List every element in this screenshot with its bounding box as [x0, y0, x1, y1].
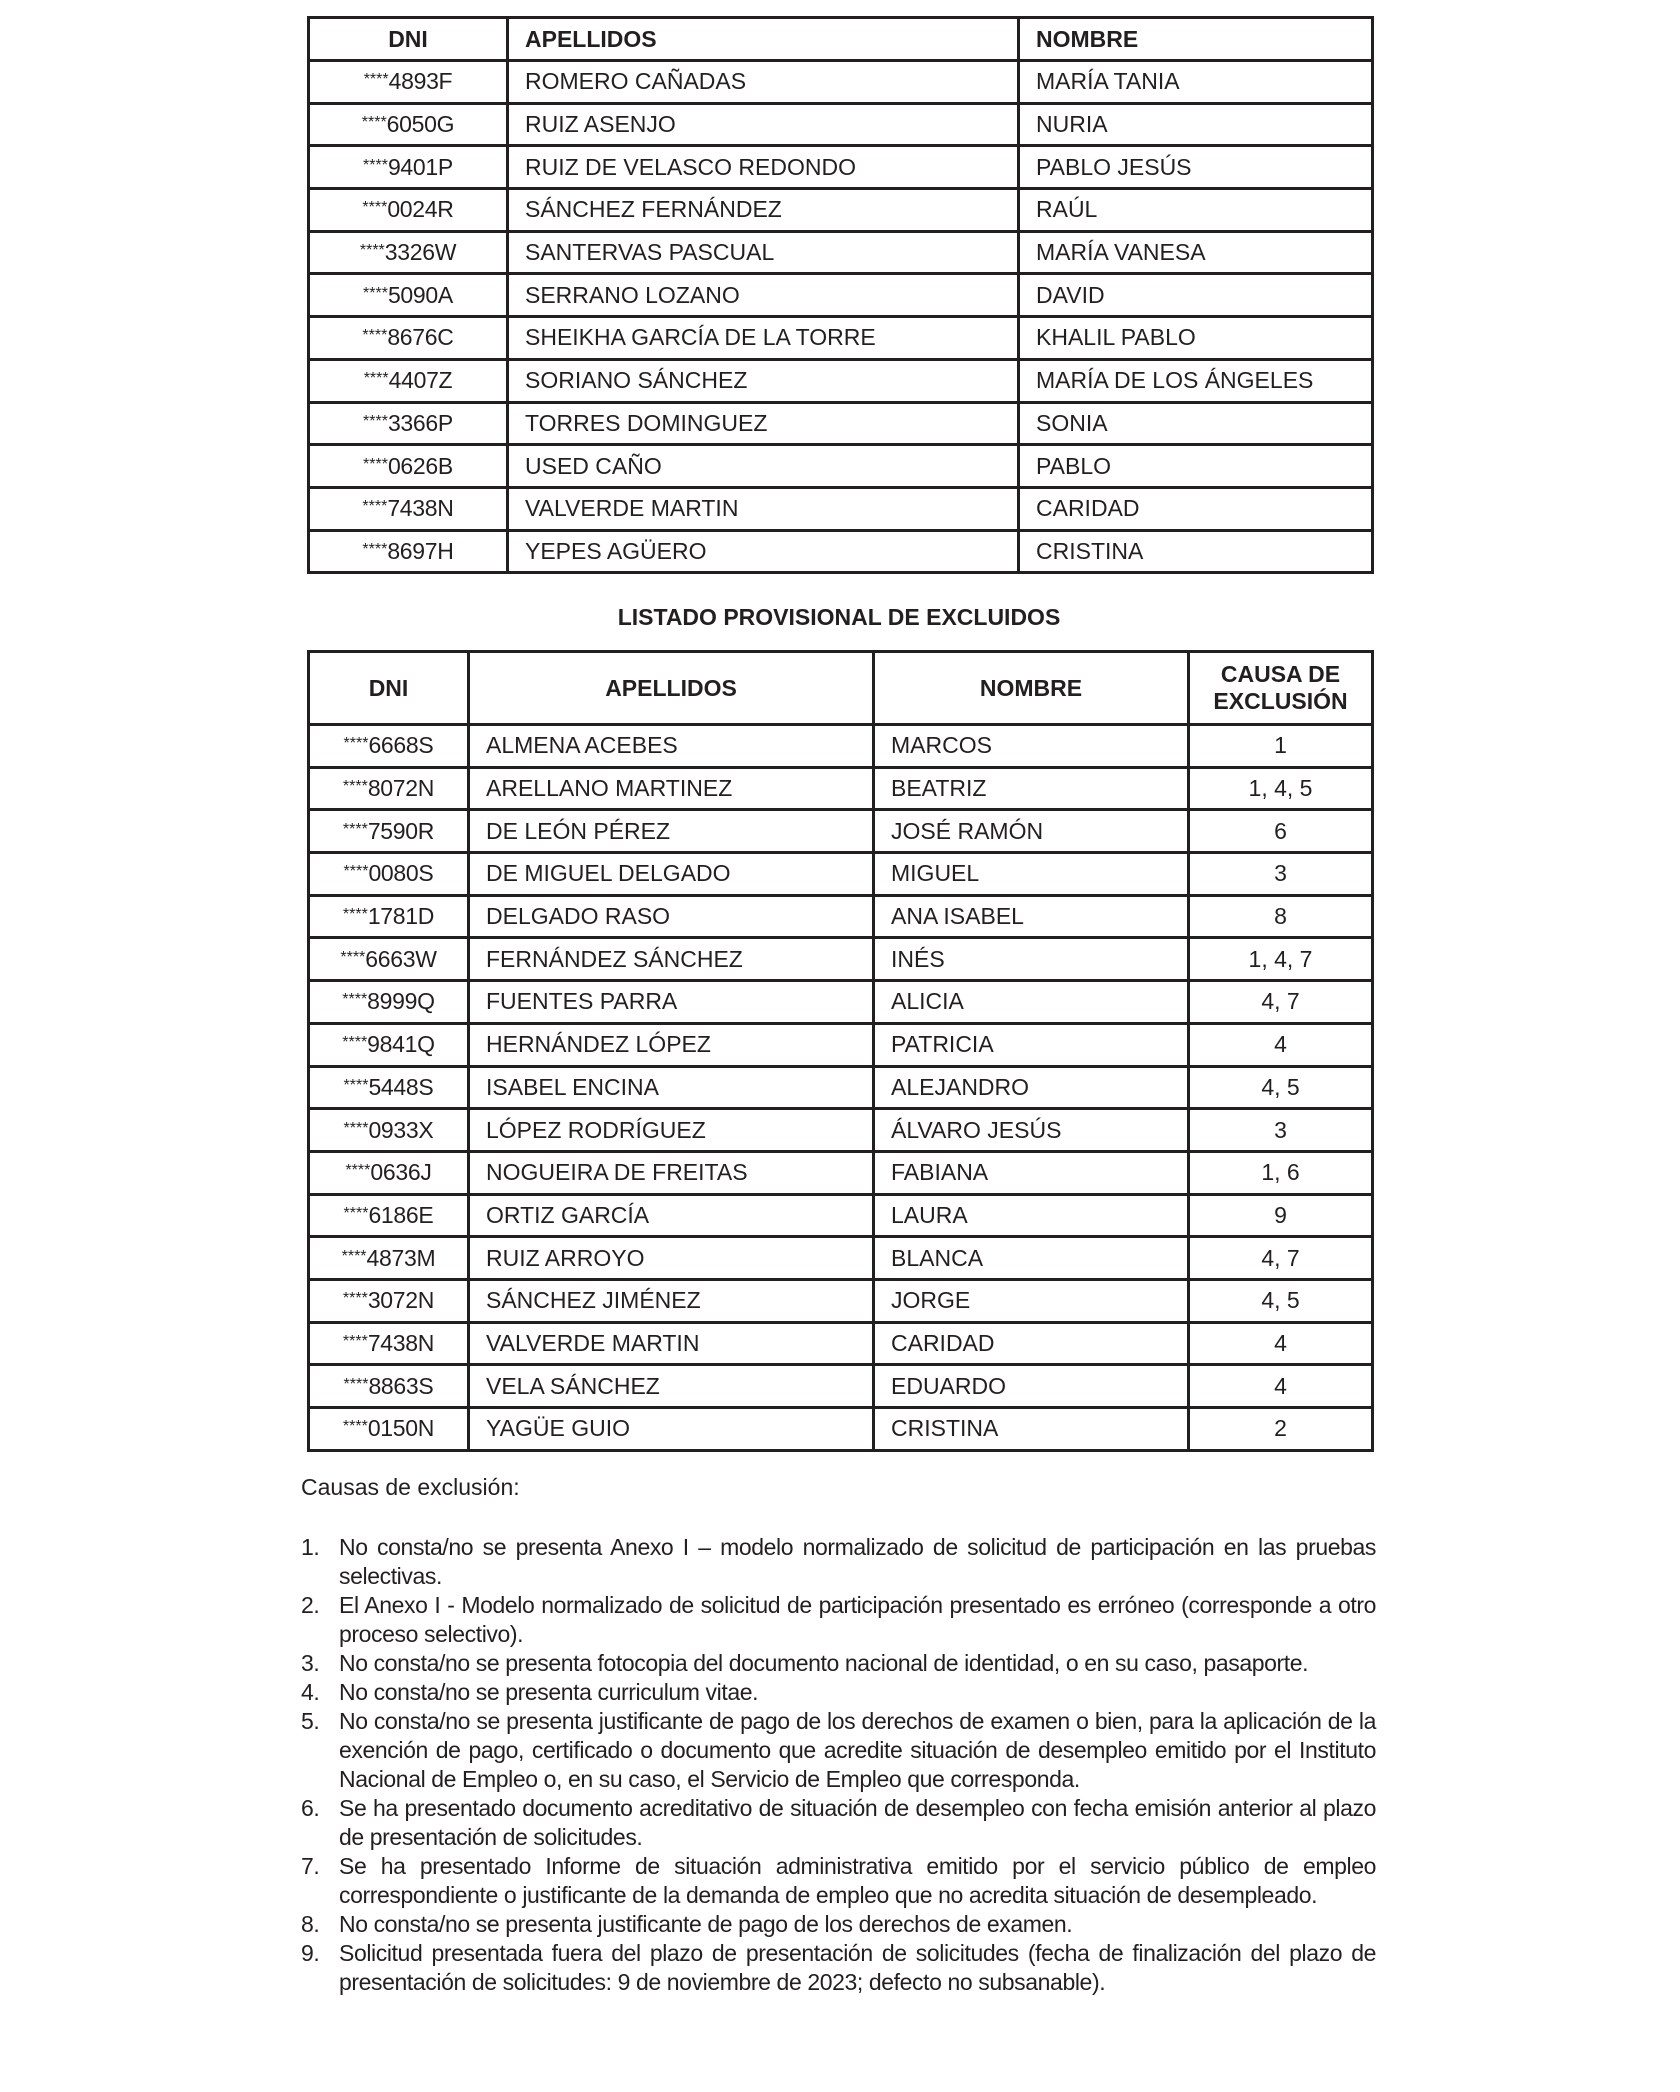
cell-apellidos: DELGADO RASO	[469, 895, 874, 938]
dni-visible-digits: 4873M	[366, 1244, 436, 1271]
cell-apellidos: YEPES AGÜERO	[508, 530, 1019, 573]
dni-mask: ****	[363, 412, 388, 430]
dni-visible-digits: 5448S	[368, 1073, 434, 1100]
causa-number: 2.	[301, 1592, 320, 1618]
cell-causa: 4, 5	[1189, 1066, 1373, 1109]
table-row	[309, 938, 1373, 981]
cell-apellidos: NOGUEIRA DE FREITAS	[469, 1151, 874, 1194]
dni-mask: ****	[341, 1247, 367, 1265]
header-apellidos: APELLIDOS	[508, 18, 1019, 61]
cell-nombre: KHALIL PABLO	[1019, 317, 1373, 360]
admitidos-table-body	[309, 61, 1373, 573]
cell-apellidos: LÓPEZ RODRÍGUEZ	[469, 1109, 874, 1152]
cell-causa: 2	[1189, 1408, 1373, 1451]
causa-text: No consta/no se presenta Anexo I – modelo normalizado de solicitud de participación en las pruebas selectivas.	[339, 1534, 1376, 1589]
cell-dni	[309, 1237, 469, 1280]
cell-apellidos: FERNÁNDEZ SÁNCHEZ	[469, 938, 874, 981]
dni-mask: ****	[363, 156, 388, 174]
dni-mask: ****	[342, 991, 368, 1009]
cell-dni	[309, 1322, 469, 1365]
cell-dni	[309, 189, 508, 232]
cell-apellidos: ALMENA ACEBES	[469, 725, 874, 768]
table-row	[309, 61, 1373, 104]
dni-visible-digits: 0024R	[387, 196, 454, 223]
dni-mask: ****	[363, 71, 389, 89]
cell-dni	[309, 938, 469, 981]
cell-apellidos: TORRES DOMINGUEZ	[508, 402, 1019, 445]
table-row	[309, 189, 1373, 232]
cell-nombre: MIGUEL	[874, 853, 1189, 896]
dni-visible-digits: 6050G	[386, 111, 455, 138]
dni-visible-digits: 8863S	[368, 1372, 434, 1399]
dni-visible-digits: 0080S	[368, 860, 434, 887]
causa-item	[301, 1649, 1376, 1678]
cell-dni	[309, 853, 469, 896]
causa-item	[301, 1939, 1376, 1997]
table-row	[309, 1279, 1373, 1322]
dni-visible-digits: 6186E	[368, 1201, 434, 1228]
dni-mask: ****	[361, 114, 387, 132]
dni-visible-digits: 8072N	[367, 775, 435, 802]
cell-apellidos: SANTERVAS PASCUAL	[508, 231, 1019, 274]
cell-apellidos: VELA SÁNCHEZ	[469, 1365, 874, 1408]
cell-causa: 8	[1189, 895, 1373, 938]
causa-text: Se ha presentado Informe de situación administrativa emitido por el servicio público de empleo correspondiente o justificante de la demanda de empleo que no acredita situación de desempleado.	[339, 1853, 1376, 1908]
dni-visible-digits: 7438N	[367, 1329, 435, 1356]
cell-nombre: DAVID	[1019, 274, 1373, 317]
cell-nombre: INÉS	[874, 938, 1189, 981]
dni-mask: ****	[343, 1119, 369, 1137]
cell-nombre: CRISTINA	[1019, 530, 1373, 573]
cell-apellidos: ARELLANO MARTINEZ	[469, 767, 874, 810]
cell-dni	[309, 359, 508, 402]
table-row	[309, 725, 1373, 768]
cell-nombre: JOSÉ RAMÓN	[874, 810, 1189, 853]
header-causa-line2: EXCLUSIÓN	[1213, 688, 1348, 714]
dni-mask: ****	[340, 948, 366, 966]
table-row	[309, 530, 1373, 573]
table-row	[309, 1194, 1373, 1237]
cell-nombre: BLANCA	[874, 1237, 1189, 1280]
cell-causa: 1	[1189, 725, 1373, 768]
cell-dni	[309, 146, 508, 189]
dni-mask: ****	[343, 863, 369, 881]
cell-dni	[309, 402, 508, 445]
dni-mask: ****	[342, 778, 368, 796]
header-causa-exclusion	[1189, 652, 1373, 725]
table-row	[309, 853, 1373, 896]
causa-number: 1.	[301, 1534, 320, 1560]
causa-text: No consta/no se presenta curriculum vitae.	[339, 1679, 759, 1705]
dni-visible-digits: 4407Z	[388, 367, 453, 394]
cell-apellidos: RUIZ ASENJO	[508, 103, 1019, 146]
table-row	[309, 1109, 1373, 1152]
dni-visible-digits: 8697H	[387, 537, 454, 564]
excluidos-title: LISTADO PROVISIONAL DE EXCLUIDOS	[617, 604, 1061, 630]
header-dni: DNI	[309, 652, 469, 725]
dni-mask: ****	[362, 498, 388, 516]
header-nombre: NOMBRE	[874, 652, 1189, 725]
cell-causa: 1, 4, 5	[1189, 767, 1373, 810]
cell-causa: 9	[1189, 1194, 1373, 1237]
table-header-row	[309, 652, 1373, 725]
dni-mask: ****	[343, 735, 369, 753]
excluidos-table	[307, 650, 1374, 1452]
table-row	[309, 359, 1373, 402]
dni-visible-digits: 3366P	[387, 409, 453, 436]
cell-causa: 4	[1189, 1322, 1373, 1365]
dni-visible-digits: 3072N	[367, 1287, 435, 1314]
header-apellidos: APELLIDOS	[469, 652, 874, 725]
table-row	[309, 1322, 1373, 1365]
cell-nombre: MARÍA DE LOS ÁNGELES	[1019, 359, 1373, 402]
cell-dni	[309, 1279, 469, 1322]
dni-mask: ****	[363, 455, 388, 473]
table-row	[309, 317, 1373, 360]
causa-text: No consta/no se presenta fotocopia del documento nacional de identidad, o en su caso, pasaporte.	[339, 1650, 1309, 1676]
causa-text: Se ha presentado documento acreditativo de situación de desempleo con fecha emisión anterior al plazo de presentación de solicitudes.	[339, 1795, 1376, 1850]
dni-visible-digits: 9401P	[387, 153, 453, 180]
dni-visible-digits: 7590R	[367, 817, 435, 844]
dni-mask: ****	[362, 199, 388, 217]
causa-item	[301, 1678, 1376, 1707]
cell-causa: 1, 6	[1189, 1151, 1373, 1194]
dni-visible-digits: 7438N	[387, 495, 454, 522]
dni-mask: ****	[343, 1204, 369, 1222]
cell-apellidos: SÁNCHEZ FERNÁNDEZ	[508, 189, 1019, 232]
table-row	[309, 1151, 1373, 1194]
cell-nombre: PABLO	[1019, 445, 1373, 488]
cell-nombre: MARCOS	[874, 725, 1189, 768]
cell-apellidos: VALVERDE MARTIN	[508, 487, 1019, 530]
cell-apellidos: SERRANO LOZANO	[508, 274, 1019, 317]
dni-mask: ****	[362, 327, 388, 345]
causa-number: 4.	[301, 1679, 320, 1705]
cell-apellidos: DE LEÓN PÉREZ	[469, 810, 874, 853]
cell-dni	[309, 445, 508, 488]
cell-apellidos: FUENTES PARRA	[469, 981, 874, 1024]
cell-dni	[309, 981, 469, 1024]
cell-dni	[309, 317, 508, 360]
dni-mask: ****	[342, 1034, 368, 1052]
table-row	[309, 810, 1373, 853]
cell-dni	[309, 1365, 469, 1408]
causas-list	[301, 1533, 1376, 1997]
cell-dni	[309, 1194, 469, 1237]
cell-apellidos: SORIANO SÁNCHEZ	[508, 359, 1019, 402]
cell-dni	[309, 61, 508, 104]
admitidos-table	[307, 16, 1374, 574]
cell-causa: 4, 7	[1189, 981, 1373, 1024]
table-row	[309, 445, 1373, 488]
table-row	[309, 767, 1373, 810]
cell-nombre: ALEJANDRO	[874, 1066, 1189, 1109]
cell-dni	[309, 1408, 469, 1451]
table-row	[309, 1408, 1373, 1451]
causa-number: 9.	[301, 1940, 320, 1966]
cell-nombre: BEATRIZ	[874, 767, 1189, 810]
cell-dni	[309, 725, 469, 768]
table-row	[309, 487, 1373, 530]
cell-causa: 3	[1189, 1109, 1373, 1152]
dni-visible-digits: 6668S	[368, 732, 434, 759]
cell-dni	[309, 767, 469, 810]
cell-causa: 3	[1189, 853, 1373, 896]
cell-apellidos: SÁNCHEZ JIMÉNEZ	[469, 1279, 874, 1322]
causa-text: No consta/no se presenta justificante de pago de los derechos de examen.	[339, 1911, 1073, 1937]
causa-number: 7.	[301, 1853, 320, 1879]
header-nombre: NOMBRE	[1019, 18, 1373, 61]
dni-mask: ****	[342, 1332, 368, 1350]
dni-mask: ****	[342, 1418, 368, 1436]
causa-item	[301, 1852, 1376, 1910]
dni-mask: ****	[342, 906, 368, 924]
cell-dni	[309, 1151, 469, 1194]
dni-visible-digits: 8676C	[387, 324, 454, 351]
cell-nombre: ANA ISABEL	[874, 895, 1189, 938]
cell-dni	[309, 530, 508, 573]
dni-visible-digits: 9841Q	[367, 1031, 435, 1058]
cell-dni	[309, 1066, 469, 1109]
cell-apellidos: SHEIKHA GARCÍA DE LA TORRE	[508, 317, 1019, 360]
table-row	[309, 103, 1373, 146]
table-row	[309, 1066, 1373, 1109]
cell-dni	[309, 1023, 469, 1066]
dni-mask: ****	[362, 540, 388, 558]
cell-nombre: ÁLVARO JESÚS	[874, 1109, 1189, 1152]
cell-nombre: FABIANA	[874, 1151, 1189, 1194]
cell-nombre: EDUARDO	[874, 1365, 1189, 1408]
causa-text: Solicitud presentada fuera del plazo de presentación de solicitudes (fecha de finalización del plazo de presentación de solicitudes: 9 de noviembre de 2023; defecto no subsanable).	[339, 1940, 1376, 1995]
cell-apellidos: ISABEL ENCINA	[469, 1066, 874, 1109]
dni-visible-digits: 0933X	[368, 1116, 434, 1143]
table-header-row	[309, 18, 1373, 61]
cell-nombre: CARIDAD	[874, 1322, 1189, 1365]
cell-nombre: CRISTINA	[874, 1408, 1189, 1451]
cell-causa: 4, 5	[1189, 1279, 1373, 1322]
cell-nombre: CARIDAD	[1019, 487, 1373, 530]
cell-nombre: NURIA	[1019, 103, 1373, 146]
dni-visible-digits: 0636J	[370, 1159, 432, 1186]
causa-number: 3.	[301, 1650, 320, 1676]
dni-mask: ****	[343, 1375, 369, 1393]
dni-visible-digits: 0626B	[387, 452, 453, 479]
cell-nombre: MARÍA TANIA	[1019, 61, 1373, 104]
causa-item	[301, 1591, 1376, 1649]
table-row	[309, 1365, 1373, 1408]
cell-dni	[309, 487, 508, 530]
dni-visible-digits: 5090A	[387, 281, 453, 308]
cell-apellidos: DE MIGUEL DELGADO	[469, 853, 874, 896]
cell-causa: 1, 4, 7	[1189, 938, 1373, 981]
cell-apellidos: ROMERO CAÑADAS	[508, 61, 1019, 104]
cell-dni	[309, 274, 508, 317]
header-causa-line1: CAUSA DE	[1220, 661, 1341, 687]
dni-visible-digits: 8999Q	[367, 988, 435, 1015]
cell-dni	[309, 810, 469, 853]
dni-visible-digits: 4893F	[388, 68, 453, 95]
causa-number: 6.	[301, 1795, 320, 1821]
cell-dni	[309, 1109, 469, 1152]
causa-item	[301, 1794, 1376, 1852]
cell-apellidos: RUIZ ARROYO	[469, 1237, 874, 1280]
cell-causa: 4	[1189, 1023, 1373, 1066]
dni-mask: ****	[343, 1076, 369, 1094]
causa-text: El Anexo I - Modelo normalizado de solicitud de participación presentado es erróneo (corresponde a otro proceso selectivo).	[339, 1592, 1376, 1647]
header-dni: DNI	[309, 18, 508, 61]
cell-nombre: SONIA	[1019, 402, 1373, 445]
dni-mask: ****	[345, 1162, 371, 1180]
cell-apellidos: USED CAÑO	[508, 445, 1019, 488]
cell-nombre: RAÚL	[1019, 189, 1373, 232]
cell-dni	[309, 895, 469, 938]
cell-apellidos: VALVERDE MARTIN	[469, 1322, 874, 1365]
table-row	[309, 895, 1373, 938]
cell-dni	[309, 231, 508, 274]
dni-visible-digits: 6663W	[365, 945, 437, 972]
table-row	[309, 981, 1373, 1024]
cell-causa: 4, 7	[1189, 1237, 1373, 1280]
cell-apellidos: YAGÜE GUIO	[469, 1408, 874, 1451]
dni-mask: ****	[363, 284, 388, 302]
cell-apellidos: RUIZ DE VELASCO REDONDO	[508, 146, 1019, 189]
dni-visible-digits: 1781D	[367, 903, 435, 930]
excluidos-table-body	[309, 725, 1373, 1451]
table-row	[309, 146, 1373, 189]
cell-nombre: ALICIA	[874, 981, 1189, 1024]
dni-mask: ****	[342, 820, 368, 838]
table-row	[309, 1023, 1373, 1066]
cell-nombre: LAURA	[874, 1194, 1189, 1237]
causa-number: 5.	[301, 1708, 320, 1734]
cell-nombre: PATRICIA	[874, 1023, 1189, 1066]
cell-nombre: MARÍA VANESA	[1019, 231, 1373, 274]
causa-number: 8.	[301, 1911, 320, 1937]
causa-item	[301, 1707, 1376, 1794]
table-row	[309, 231, 1373, 274]
table-row	[309, 402, 1373, 445]
cell-apellidos: HERNÁNDEZ LÓPEZ	[469, 1023, 874, 1066]
dni-mask: ****	[363, 370, 389, 388]
dni-mask: ****	[342, 1290, 368, 1308]
cell-causa: 6	[1189, 810, 1373, 853]
causa-item	[301, 1533, 1376, 1591]
cell-nombre: PABLO JESÚS	[1019, 146, 1373, 189]
table-row	[309, 274, 1373, 317]
causa-item	[301, 1910, 1376, 1939]
dni-mask: ****	[359, 242, 385, 260]
dni-visible-digits: 0150N	[367, 1415, 435, 1442]
cell-nombre: JORGE	[874, 1279, 1189, 1322]
cell-dni	[309, 103, 508, 146]
causas-heading: Causas de exclusión:	[301, 1474, 520, 1500]
dni-visible-digits: 3326W	[384, 239, 457, 266]
cell-apellidos: ORTIZ GARCÍA	[469, 1194, 874, 1237]
cell-causa: 4	[1189, 1365, 1373, 1408]
table-row	[309, 1237, 1373, 1280]
causa-text: No consta/no se presenta justificante de pago de los derechos de examen o bien, para la aplicación de la exención de pago, certificado o documento que acredite situación de desempleo emitido por el Instituto Nacional de Empleo o, en su caso, el Servicio de Empleo que corresponda.	[339, 1708, 1376, 1792]
